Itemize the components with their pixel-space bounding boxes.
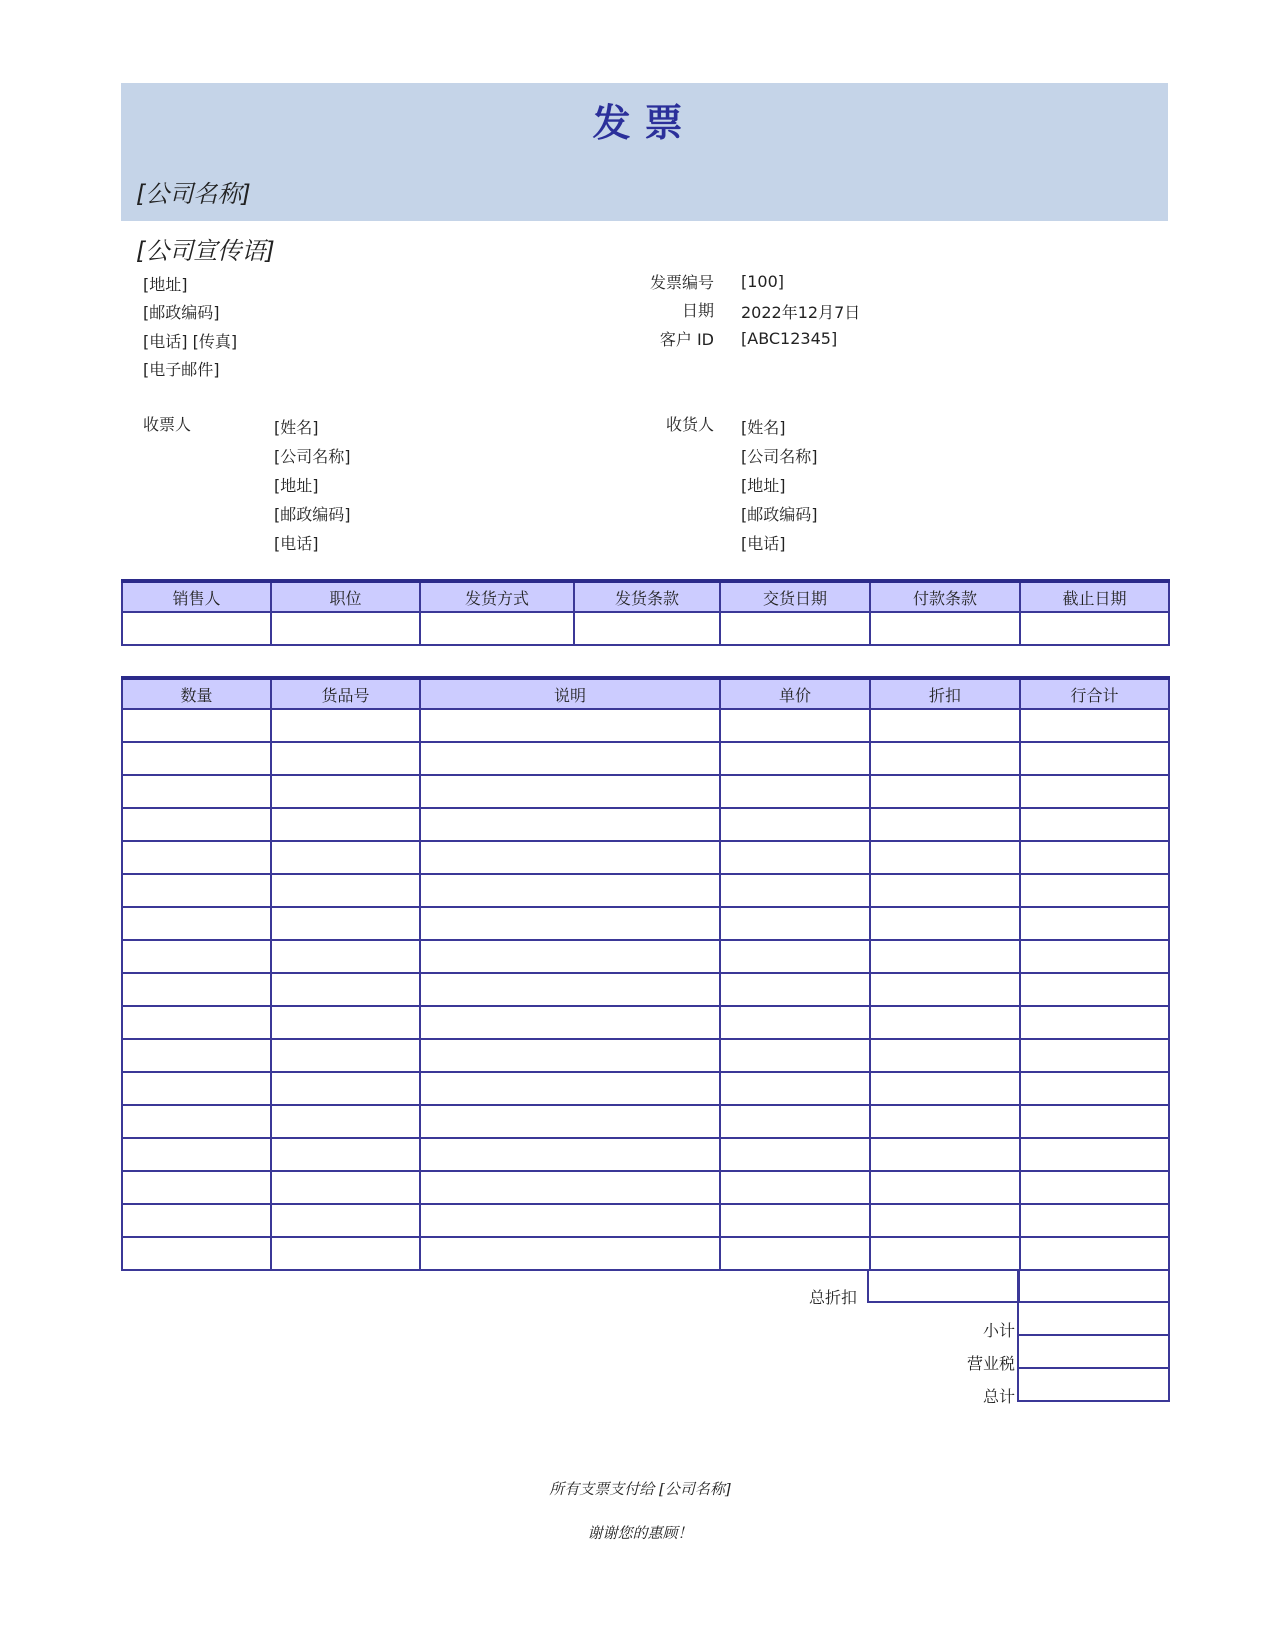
unit-price-cell[interactable]	[720, 1072, 870, 1105]
description-cell[interactable]	[420, 1039, 720, 1072]
sender-postal: [邮政编码]	[143, 303, 220, 322]
discount-cell[interactable]	[870, 1171, 1020, 1204]
col-unit-price: 单价	[720, 678, 870, 709]
col-salesperson: 销售人	[122, 581, 271, 612]
description-cell[interactable]	[420, 709, 720, 742]
item-number-cell[interactable]	[271, 841, 420, 874]
item-number-cell[interactable]	[271, 1072, 420, 1105]
unit-price-cell[interactable]	[720, 940, 870, 973]
table-row	[122, 775, 1169, 808]
description-cell[interactable]	[420, 1138, 720, 1171]
table-row	[122, 1006, 1169, 1039]
quantity-cell[interactable]	[122, 907, 271, 940]
total-discount-field[interactable]	[867, 1270, 1020, 1303]
table-row	[122, 1138, 1169, 1171]
description-cell[interactable]	[420, 1105, 720, 1138]
line-total-cell[interactable]	[1020, 1072, 1169, 1105]
item-number-cell[interactable]	[271, 1138, 420, 1171]
line-total-cell[interactable]	[1020, 1039, 1169, 1072]
item-number-cell[interactable]	[271, 940, 420, 973]
quantity-cell[interactable]	[122, 1105, 271, 1138]
line-total-cell[interactable]	[1020, 841, 1169, 874]
col-discount: 折扣	[870, 678, 1020, 709]
salesperson-cell[interactable]	[122, 612, 271, 645]
item-number-cell[interactable]	[271, 1006, 420, 1039]
ship-method-cell[interactable]	[420, 612, 574, 645]
item-number-cell[interactable]	[271, 775, 420, 808]
total-discount-amount[interactable]	[1017, 1270, 1170, 1303]
quantity-cell[interactable]	[122, 1006, 271, 1039]
col-item-number: 货品号	[271, 678, 420, 709]
table-row	[122, 874, 1169, 907]
line-total-cell[interactable]	[1020, 742, 1169, 775]
col-quantity: 数量	[122, 678, 271, 709]
discount-cell[interactable]	[870, 808, 1020, 841]
quantity-cell[interactable]	[122, 742, 271, 775]
table-row	[122, 841, 1169, 874]
line-total-cell[interactable]	[1020, 1237, 1169, 1270]
line-total-cell[interactable]	[1020, 940, 1169, 973]
quantity-cell[interactable]	[122, 775, 271, 808]
quantity-cell[interactable]	[122, 973, 271, 1006]
unit-price-cell[interactable]	[720, 841, 870, 874]
col-delivery-date: 交货日期	[720, 581, 870, 612]
footer-thanks: 谢谢您的惠顾！	[587, 1524, 693, 1542]
line-total-cell[interactable]	[1020, 1204, 1169, 1237]
description-cell[interactable]	[420, 1237, 720, 1270]
line-total-cell[interactable]	[1020, 874, 1169, 907]
order-info-table	[121, 579, 1170, 646]
line-total-cell[interactable]	[1020, 1171, 1169, 1204]
discount-cell[interactable]	[870, 1204, 1020, 1237]
line-total-cell[interactable]	[1020, 1138, 1169, 1171]
ship-to-phone: [电话]	[741, 534, 786, 553]
table-row	[122, 973, 1169, 1006]
unit-price-cell[interactable]	[720, 1237, 870, 1270]
discount-cell[interactable]	[870, 1237, 1020, 1270]
discount-cell[interactable]	[870, 775, 1020, 808]
discount-cell[interactable]	[870, 742, 1020, 775]
table-row	[122, 1171, 1169, 1204]
description-cell[interactable]	[420, 841, 720, 874]
item-number-cell[interactable]	[271, 874, 420, 907]
invoice-date-value: 2022年12月7日	[741, 303, 861, 322]
table-row	[122, 742, 1169, 775]
col-description: 说明	[420, 678, 720, 709]
item-number-cell[interactable]	[271, 1039, 420, 1072]
table-row	[122, 808, 1169, 841]
discount-cell[interactable]	[870, 1006, 1020, 1039]
quantity-cell[interactable]	[122, 1171, 271, 1204]
unit-price-cell[interactable]	[720, 709, 870, 742]
quantity-cell[interactable]	[122, 1204, 271, 1237]
table-row	[122, 1039, 1169, 1072]
col-due-date: 截止日期	[1020, 581, 1169, 612]
quantity-cell[interactable]	[122, 1072, 271, 1105]
sales-tax-field[interactable]	[1017, 1336, 1170, 1369]
company-name: [公司名称]	[136, 180, 251, 208]
ship-to-address: [地址]	[741, 476, 786, 495]
unit-price-cell[interactable]	[720, 808, 870, 841]
col-position: 职位	[271, 581, 420, 612]
table-row	[122, 907, 1169, 940]
description-cell[interactable]	[420, 742, 720, 775]
description-cell[interactable]	[420, 1204, 720, 1237]
customer-id-label: 客户 ID	[659, 330, 714, 349]
quantity-cell[interactable]	[122, 874, 271, 907]
discount-cell[interactable]	[870, 709, 1020, 742]
line-total-cell[interactable]	[1020, 709, 1169, 742]
description-cell[interactable]	[420, 1171, 720, 1204]
item-number-cell[interactable]	[271, 1204, 420, 1237]
description-cell[interactable]	[420, 1072, 720, 1105]
invoice-number-label: 发票编号	[649, 273, 714, 292]
description-cell[interactable]	[420, 940, 720, 973]
col-ship-method: 发货方式	[420, 581, 574, 612]
customer-id-value: [ABC12345]	[741, 329, 838, 348]
table-row	[122, 940, 1169, 973]
sender-phone-fax: [电话] [传真]	[143, 332, 238, 351]
table-row	[122, 1237, 1169, 1270]
discount-cell[interactable]	[870, 940, 1020, 973]
unit-price-cell[interactable]	[720, 1006, 870, 1039]
delivery-date-cell[interactable]	[720, 612, 870, 645]
footer-payable-note: 所有支票支付给 [公司名称]	[549, 1480, 731, 1498]
line-total-cell[interactable]	[1020, 775, 1169, 808]
quantity-cell[interactable]	[122, 709, 271, 742]
discount-cell[interactable]	[870, 973, 1020, 1006]
sender-address: [地址]	[143, 275, 188, 294]
unit-price-cell[interactable]	[720, 1138, 870, 1171]
due-date-cell[interactable]	[1020, 612, 1169, 645]
item-number-cell[interactable]	[271, 907, 420, 940]
table-row	[122, 1204, 1169, 1237]
ship-to-label: 收货人	[665, 415, 714, 434]
description-cell[interactable]	[420, 1006, 720, 1039]
col-payment-terms: 付款条款	[870, 581, 1020, 612]
order-info-row	[122, 612, 1169, 645]
quantity-cell[interactable]	[122, 1039, 271, 1072]
description-cell[interactable]	[420, 874, 720, 907]
col-ship-terms: 发货条款	[574, 581, 720, 612]
items-table	[121, 676, 1170, 1271]
sales-tax-label: 营业税	[966, 1354, 1015, 1373]
sender-email: [电子邮件]	[143, 360, 220, 379]
bill-to-address: [地址]	[274, 476, 319, 495]
unit-price-cell[interactable]	[720, 973, 870, 1006]
item-number-cell[interactable]	[271, 973, 420, 1006]
table-row	[122, 709, 1169, 742]
ship-to-company: [公司名称]	[741, 447, 818, 466]
unit-price-cell[interactable]	[720, 874, 870, 907]
table-row	[122, 1105, 1169, 1138]
unit-price-cell[interactable]	[720, 1171, 870, 1204]
subtotal-label: 小计	[982, 1321, 1015, 1340]
discount-cell[interactable]	[870, 1039, 1020, 1072]
bill-to-company: [公司名称]	[274, 447, 351, 466]
item-number-cell[interactable]	[271, 808, 420, 841]
invoice-title: 发票	[592, 100, 697, 145]
item-number-cell[interactable]	[271, 1237, 420, 1270]
description-cell[interactable]	[420, 907, 720, 940]
bill-to-label: 收票人	[143, 415, 192, 434]
quantity-cell[interactable]	[122, 808, 271, 841]
unit-price-cell[interactable]	[720, 1105, 870, 1138]
table-row	[122, 1072, 1169, 1105]
company-slogan: [公司宣传语]	[136, 237, 275, 265]
ship-terms-cell[interactable]	[574, 612, 720, 645]
description-cell[interactable]	[420, 808, 720, 841]
subtotal-field[interactable]	[1017, 1303, 1170, 1336]
invoice-number-value: [100]	[741, 272, 785, 291]
unit-price-cell[interactable]	[720, 907, 870, 940]
grand-total-field[interactable]	[1017, 1369, 1170, 1402]
bill-to-phone: [电话]	[274, 534, 319, 553]
position-cell[interactable]	[271, 612, 420, 645]
line-total-cell[interactable]	[1020, 973, 1169, 1006]
unit-price-cell[interactable]	[720, 775, 870, 808]
ship-to-postal: [邮政编码]	[741, 505, 818, 524]
quantity-cell[interactable]	[122, 1138, 271, 1171]
discount-cell[interactable]	[870, 907, 1020, 940]
item-number-cell[interactable]	[271, 1171, 420, 1204]
total-discount-label: 总折扣	[808, 1288, 857, 1307]
quantity-cell[interactable]	[122, 841, 271, 874]
description-cell[interactable]	[420, 775, 720, 808]
discount-cell[interactable]	[870, 874, 1020, 907]
unit-price-cell[interactable]	[720, 742, 870, 775]
payment-terms-cell[interactable]	[870, 612, 1020, 645]
grand-total-label: 总计	[982, 1387, 1015, 1406]
quantity-cell[interactable]	[122, 1237, 271, 1270]
bill-to-name: [姓名]	[274, 418, 319, 437]
col-line-total: 行合计	[1020, 678, 1169, 709]
discount-cell[interactable]	[870, 1138, 1020, 1171]
quantity-cell[interactable]	[122, 940, 271, 973]
item-number-cell[interactable]	[271, 742, 420, 775]
line-total-cell[interactable]	[1020, 808, 1169, 841]
line-total-cell[interactable]	[1020, 1006, 1169, 1039]
bill-to-postal: [邮政编码]	[274, 505, 351, 524]
discount-cell[interactable]	[870, 1072, 1020, 1105]
line-total-cell[interactable]	[1020, 907, 1169, 940]
ship-to-name: [姓名]	[741, 418, 786, 437]
description-cell[interactable]	[420, 973, 720, 1006]
item-number-cell[interactable]	[271, 709, 420, 742]
unit-price-cell[interactable]	[720, 1204, 870, 1237]
item-number-cell[interactable]	[271, 1105, 420, 1138]
unit-price-cell[interactable]	[720, 1039, 870, 1072]
invoice-date-label: 日期	[681, 301, 714, 320]
line-total-cell[interactable]	[1020, 1105, 1169, 1138]
discount-cell[interactable]	[870, 1105, 1020, 1138]
discount-cell[interactable]	[870, 841, 1020, 874]
